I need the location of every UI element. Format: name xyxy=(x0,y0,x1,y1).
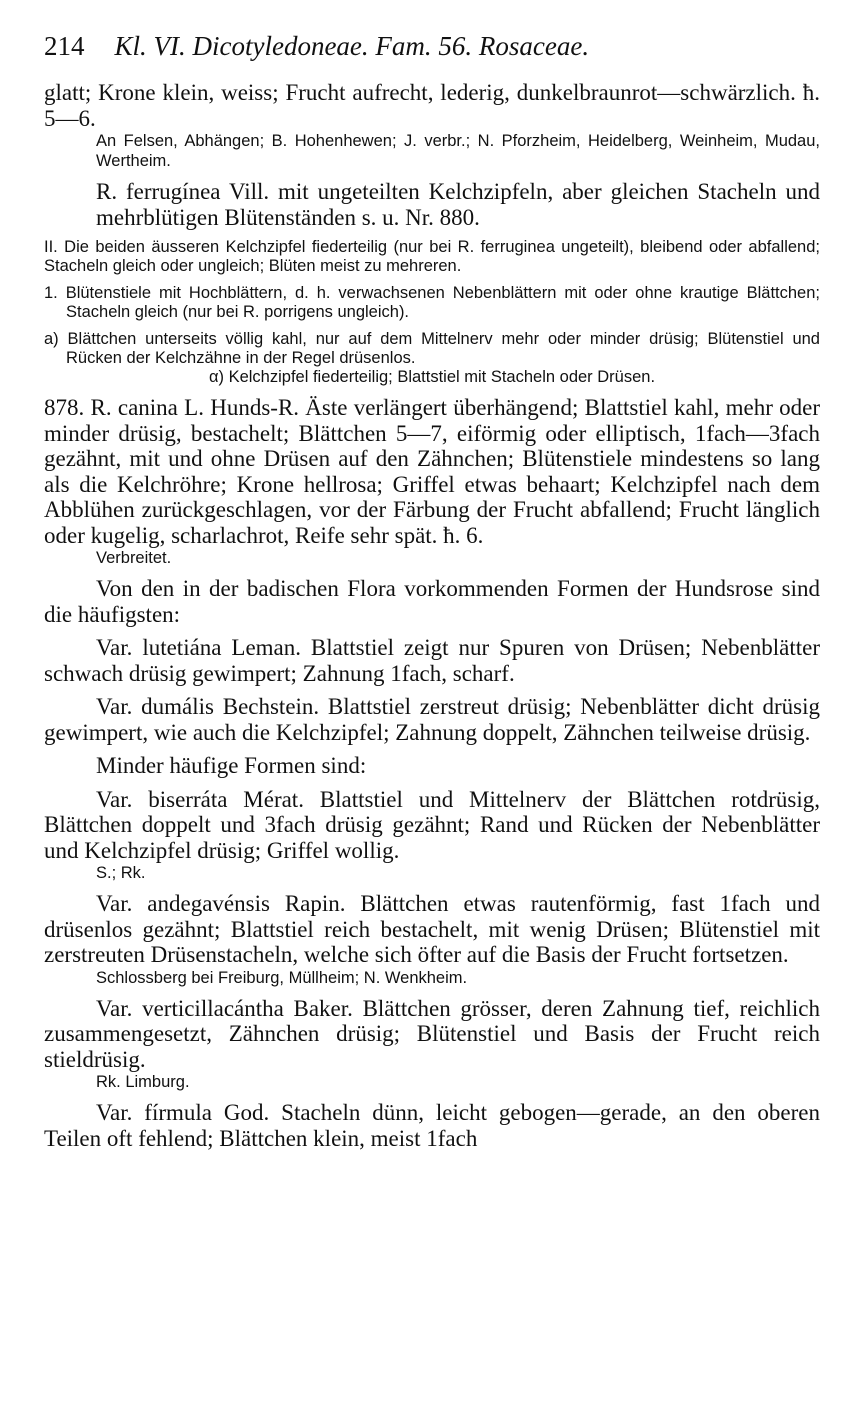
page-number: 214 xyxy=(44,31,85,61)
locality-note: An Felsen, Abhängen; B. Hohenhewen; J. verbr.; N. Pforzheim, Heidelberg, Weinheim, Mudau, Wertheim. xyxy=(96,132,820,170)
paragraph-continuation: glatt; Krone klein, weiss; Frucht aufrecht, lederig, dunkelbraunrot—schwärzlich. ħ. 5—6. xyxy=(44,80,820,131)
variety-verticillacantha: Var. verticillacántha Baker. Blättchen grösser, deren Zahnung tief, reichlich zusammengesetzt, Zähnchen drüsig; Blütenstiel und Basis der Frucht reich stieldrüsig. xyxy=(44,995,820,1072)
variety-dumalis: Var. dumális Bechstein. Blattstiel zerstreut drüsig; Nebenblätter dicht drüsig gewimpert, wie auch die Kelchzipfel; Zahnung doppelt, Zähnchen teilweise drüsig. xyxy=(44,694,820,745)
paragraph-forms-intro: Von den in der badischen Flora vorkommenden Formen der Hundsrose sind die häufigsten: xyxy=(44,576,820,627)
variety-biserrata: Var. biserráta Mérat. Blattstiel und Mittelnerv der Blättchen rotdrüsig, Blättchen doppelt und 3fach drüsig gezähnt; Rand und Rücken der Nebenblätter und Kelchzipfel drüsig; Griffel wollig. xyxy=(44,786,820,863)
distribution-note: Verbreitet. xyxy=(96,549,172,567)
book-page xyxy=(44,28,820,1151)
running-header xyxy=(44,28,820,64)
paragraph-ferruginea: R. ferrugínea Vill. mit ungeteilten Kelchzipfeln, aber gleichen Stacheln und mehrblütigen Blütenständen s. u. Nr. 880. xyxy=(96,179,820,230)
page-title: Kl. VI. Dicotyledoneae. Fam. 56. Rosaceae. xyxy=(114,31,590,61)
locality-verticillacantha: Rk. Limburg. xyxy=(96,1073,190,1091)
species-entry-878: 878. R. canina L. Hunds-R. Äste verlängert überhängend; Blattstiel kahl, mehr oder minder drüsig, bestachelt; Blättchen 5—7, eiförmig oder elliptisch, 1fach—3fach gezähnt, mit und ohne Drüsen auf den Zähnchen; Blütenstiele mindestens so lang als die Kelchröhre; Krone hellrosa; Griffel etwas behaart; Kelchzipfel nach dem Abblühen zurückgeschlagen, vor der Färbung der Frucht abfallend; Frucht länglich oder kugelig, scharlachrot, Reife sehr spät. ħ. 6. xyxy=(44,395,820,548)
locality-biserrata: S.; Rk. xyxy=(96,864,146,882)
key-section-ii: II. Die beiden äusseren Kelchzipfel fiederteilig (nur bei R. ferruginea ungeteilt), bleibend oder abfallend; Stacheln gleich oder ungleich; Blüten meist zu mehreren. xyxy=(44,238,820,275)
key-item-a: a) Blättchen unterseits völlig kahl, nur auf dem Mittelnerv mehr oder minder drüsig; Blütenstiel und Rücken der Kelchzähne in der Regel drüsenlos. xyxy=(44,330,820,367)
paragraph-less-common-forms: Minder häufige Formen sind: xyxy=(96,753,367,778)
key-item-1: 1. Blütenstiele mit Hochblättern, d. h. verwachsenen Nebenblättern mit oder ohne krautige Blättchen; Stacheln gleich (nur bei R. porrigens ungleich). xyxy=(44,284,820,321)
locality-andegavensis: Schlossberg bei Freiburg, Müllheim; N. Wenkheim. xyxy=(96,968,468,987)
variety-lutetiana: Var. lutetiána Leman. Blattstiel zeigt nur Spuren von Drüsen; Nebenblätter schwach drüsig gewimpert; Zahnung 1fach, scharf. xyxy=(44,635,820,686)
variety-andegavensis: Var. andegavénsis Rapin. Blättchen etwas rautenförmig, fast 1fach und drüsenlos gezähnt; Blattstiel reich bestachelt, mit wenig Drüsen; Blütenstiel mit zerstreuten Drüsenstacheln, welche sich öfter auf die Basis der Frucht fortsetzen. xyxy=(44,891,820,967)
key-item-alpha: α) Kelchzipfel fiederteilig; Blattstiel mit Stacheln oder Drüsen. xyxy=(208,368,656,386)
variety-firmula: Var. fírmula God. Stacheln dünn, leicht gebogen—gerade, an den oberen Teilen oft fehlend; Blättchen klein, meist 1fach xyxy=(44,1100,820,1151)
